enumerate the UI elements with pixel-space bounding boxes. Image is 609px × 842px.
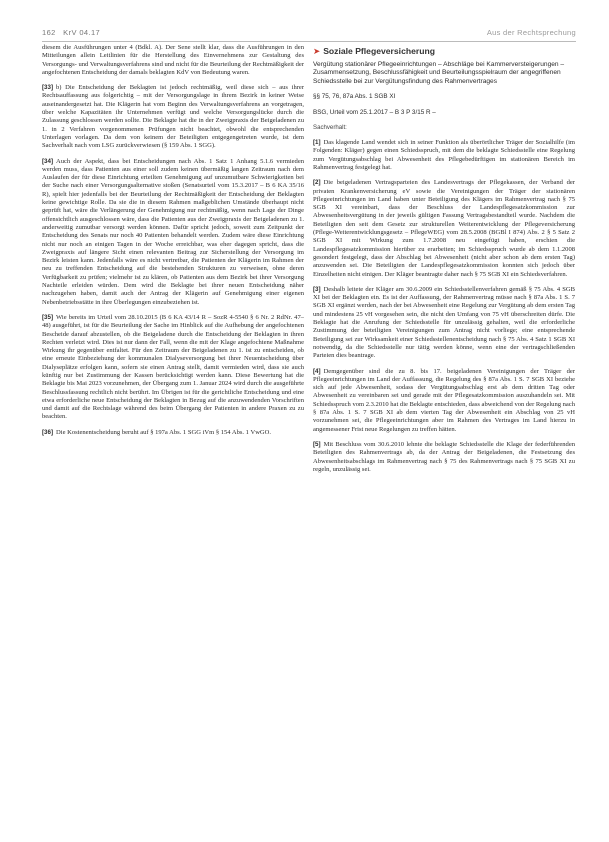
margin-numbered-paragraph	[313, 441, 575, 474]
right-column	[313, 44, 575, 816]
margin-numbered-paragraph	[42, 158, 304, 307]
margin-number: [35]	[42, 313, 54, 321]
paragraph-text: Das klagende Land wendet sich in seiner Funktion als überörtlicher Träger der Sozialhilfe (im Folgenden: Kläger) gegen einen Schiedsspruch, mit dem die beklagte Schiedsstelle eine Regelung zum Vergütungsabschlag bei Abwesenheit des Pflegebedürftigen im stationären Bereich im Rahmenvertrag festgelegt hat.	[313, 139, 575, 171]
margin-number: [2]	[313, 179, 321, 187]
paragraph-text: Die Kostenentscheidung beruht auf § 197a Abs. 1 SGG iVm § 154 Abs. 1 VwGO.	[56, 428, 272, 436]
page-number: 162	[42, 28, 56, 37]
paragraph-text: Wie bereits im Urteil vom 28.10.2015 (B 6 KA 43/14 R – SozR 4-5540 § 6 Nr. 2 RdNr. 47–48) ausgeführt, ist für die Beurteilung der Sache im Hinblick auf die Aufhebung der angefochtenen Bescheide darauf abzustellen, ob die Beigeladene durch die Entscheidung der Beklagten in ihren Rechten verletzt wird. Dies ist nur dann der Fall, wenn die mit der Klage angefochtene Maßnahme Wirkung ihr gegenüber entfaltet. Für den Zeitraum der Beigeladenen zu 1. ist zu entscheiden, ob eine erneute Einbeziehung der kommunalen Dialyseversorgung bei ihrer Neuentscheidung über Dialyseplätze erfolgen kann, sofern sie einen Antrag stellt, damit vermieden wird, dass sie auch künftig nur bei Zustimmung der Kassen berücksichtigt werden kann. Diese Bewertung hat die Beklagte bis Mai 2023 vorzunehmen, der Übergang zum 1. Januar 2024 wird durch die ausgeführte Beschlussfassung rechtlich nicht berührt. Im Übrigen ist für die gerichtliche Entscheidung und eine etwa erforderliche neue Entscheidung der Beklagten in Bezug auf die anzuwendenden Vorschriften und damit auf die Rechtslage während des beim Übergang der Patienten in andere Praxen zu zu beachten.	[42, 313, 304, 421]
margin-numbered-paragraph	[42, 84, 304, 150]
arrow-icon: ➤	[313, 46, 321, 56]
running-header	[42, 28, 576, 40]
margin-numbered-paragraph	[313, 139, 575, 172]
paragraph-text: Mit Beschluss vom 30.6.2010 lehnte die beklagte Schiedsstelle die Klage der federführenden Beteiligten des Rahmenvertrags ab, da der Antrag der Beigeladenen, die Festsetzung des Abwesenheitsabschlags im Rahmenvertrag nach § 75 des Rahmenvertrags nach § 75 SGB XI zu regeln, unzulässig sei.	[313, 440, 575, 473]
left-paragraphs	[42, 84, 304, 437]
paragraph-text: Deshalb leitete der Kläger am 30.6.2009 ein Schiedsstellenverfahren gemäß § 75 Abs. 4 SGB XI bei der Beklagten ein. Es ist der Auffassung, der Rahmenvertrag müsse nach § 87a Abs. 1 S. 7 SGB XI ergänzt werden, nach der bei Abwesenheit eine Regelung zur Vergütung ab dem ersten Tag und mindestens 25 vH vorgesehen sein, die nicht den Umfang von 75 vH überschreiten dürfe. Die Beklagte hat die Anrufung der Schiedsstelle für unzulässig gehalten, weil die erforderliche Zustimmung der beteiligten Vereinigungen zum Antrag nicht vorliege; eine entsprechende Beteiligung sei zur Wirksamkeit einer Schiedsstellenentscheidung nach § 75 Abs. 4 Satz 1 SGB XI notwendig, da die Schiedsstelle nur tätig werden könne, wenn eine der vertragschließenden Parteien dies beantrage.	[313, 285, 575, 360]
margin-number: [4]	[313, 367, 321, 375]
margin-number: [5]	[313, 440, 321, 448]
margin-number: [1]	[313, 139, 321, 147]
margin-numbered-paragraph	[313, 368, 575, 434]
margin-numbered-paragraph	[42, 429, 304, 437]
margin-number: [3]	[313, 285, 321, 293]
section-title	[313, 46, 575, 57]
journal-name: KrV 04.17	[63, 28, 101, 37]
paragraph-text: Die beigeladenen Vertragsparteien des Landesvertrags der Pflegekassen, der Verband der privaten Krankenversicherung eV sowie die Vereinigungen der Träger der stationären Pflegeeinrichtungen im Land haben unter Beteiligung des Klägers im Rahmenvertrag nach § 75 SGB XI vereinbart, dass der Beschluss der Landespflegesatzkommission zur Abwesenheitsvergütung in der jeweils gültigen Fassung Vertragsbestandteil wurde. Nachdem die Beteiligten den seit dem Gesetz zur strukturellen Weiterentwicklung der Pflegeversicherung (Pflege-Weiterentwicklungsgesetz – PflegeWEG) vom 28.5.2008 (BGBl I 874) Abs. 2 § 5 Satz 2 SGB XI mit Wirkung zum 1.7.2008 neu eingefügt haben, erschien die Landespflegesatzkommission hierüber zu erarbeiten; im Schiedsspruch wurde ab dem 1.1.2008 gesondert festgelegt, dass der Abschlag bei Abwesenheit (nicht aber schon ab dem ersten Tag) anzuwenden sei. Die Beteiligten der Landespflegesatzkommission konnten sich jedoch über Einzelheiten nicht einigen. Der Kläger beantragte daher nach § 75 SGB XI ein Schiedsverfahren.	[313, 179, 575, 278]
facts-label: Sachverhalt:	[313, 123, 347, 131]
paragraph-text: b) Die Entscheidung der Beklagten ist jedoch rechtmäßig, weil diese sich – aus ihrer Rechtsauffassung aus folgerichtig – mit der Versorgungslage in ihrem Bezirk in keiner Weise auseinandergesetzt hat. Die Klägerin hat vom Beginn des Verwaltungsverfahrens an vorgetragen, über welche Kapazitäten ihr Unternehmen verfügt und welche Versorgungslücke durch die Zulassung geschlossen werden sollte. Die Beklagte hat die in der Zweigpraxis der Beigeladenen zu 1. in 2 Verfahren vorgenommenen Prüfungen nicht beachtet, obwohl die entsprechenden Unterlagen vorlagen. Da dem von keinem der Beteiligten entgegengetreten wurde, ist dem Sachverhalt nach vom LSG zurückverwiesen (§ 159 Abs. 1 SGG).	[42, 84, 304, 150]
header-rule	[42, 41, 576, 42]
margin-number: [33]	[42, 84, 54, 92]
header-left	[42, 28, 100, 37]
norms: §§ 75, 76, 87a Abs. 1 SGB XI	[313, 93, 396, 101]
section-title-text: Soziale Pflegeversicherung	[323, 46, 435, 56]
court-reference: BSG, Urteil vom 25.1.2017 – B 3 P 3/15 R –	[313, 108, 436, 116]
margin-number: [36]	[42, 428, 54, 436]
section-name: Aus der Rechtsprechung	[486, 28, 576, 37]
margin-numbered-paragraph	[313, 286, 575, 361]
margin-number: [34]	[42, 157, 54, 165]
left-column	[42, 44, 304, 816]
paragraph-text: Auch der Aspekt, dass bei Entscheidungen nach Abs. 1 Satz 1 Anhang 5.1.6 vermieden werden muss, dass Patienten aus einer soll zudem keinen übermäßig langen Zeitraum nach dem Auslaufen der für diese Einrichtung erteilten Genehmigung auf unzumutbare Schwierigkeiten bei der Suche nach einer Versorgungsalternative stoßen (Senatsurteil vom 15.3.2017 – B 6 KA 35/16 R), spielt hier jedenfalls bei der Beurteilung der Rechtmäßigkeit der Entscheidung der Beklagten keine gewichtige Rolle. Da sie die in diesem Rahmen maßgeblichen Umstände überhaupt nicht geprüft hat, wäre die Verlängerung der Genehmigung nur rechtmäßig, wenn nach Lage der Dinge offensichtlich ausgeschlossen wäre, dass die Patienten aus der Zweigpraxis der Beigeladenen zu 1. anderweitig zumutbar versorgt werden können. Dafür spricht jedoch, soweit zum Zeitpunkt der Entscheidung des Senats nur noch 40 Patienten behandelt werden. Zudem wäre diese Einrichtung nicht nur noch an einigen Tagen in der Woche erreichbar, was eher dagegen spricht, dass die Zweigpraxis auf längere Sicht einen relevanten Beitrag zur Sicherstellung der Versorgung im Bezirk leisten kann. Jedenfalls wäre es nicht vertretbar, die Patienten der Klägerin im Rahmen der neu zu treffenden Entscheidung auf die bestehenden Strukturen zu verweisen, ohne deren Verfügbarkeit zu prüfen; vielmehr ist zu klären, ob Patienten aus dem Bezirk bei ihrer Versorgung Nachteile erleiden würden. Dem wird die Beklagte bei ihrer neuen Entscheidung näher nachzugehen haben, damit auch der Antrag der Klägerin auf Genehmigung einer eigenen Nebenbetriebsstätte in ihre Überlegungen einzubeziehen ist.	[42, 157, 304, 306]
intro-paragraph: diesem die Ausführungen unter 4 (Bdkl. A). Der Sene stellt klar, dass die Ausführungen in den Mitteilungen allein Leitlinien für die Herstellung des Einvernehmens zur Gestaltung des Versorgungs- und Verwaltungsverfahrens sind und nicht für die Beurteilung der Rechtmäßigkeit der angefochtenen Entscheidung der damals beklagten KdV von Bedeutung waren.	[42, 44, 304, 76]
margin-numbered-paragraph	[42, 314, 304, 422]
headnote: Vergütung stationärer Pflegeeinrichtungen – Abschläge bei Kammerversteigerungen – Zusammensetzung, Beschlussfähigkeit und Beurteilungsspielraum der angegriffenen Schiedsstelle bei zur Vergütungsfindung des Rahmenvertrages	[313, 61, 565, 85]
paragraph-text: Demgegenüber sind die zu 8. bis 17. beigeladenen Vereinigungen der Träger der Pflegeeinrichtungen im Land der Auffassung, die Regelung des § 87a Abs. 1 S. 7 SGB XI beziehe sich auf jede Abwesenheit, sodass der Vergütungsabschlag erst ab dem dritten Tag oder Abwesenheit zu vereinbaren sei und gerade mit der Pflegesatzkommission auszuhandeln sei. Mit Schiedsspruch vom 2.3.2010 hat die Beklagte entschieden, dass abweichend von der Regelung nach § 87a Abs. 1 S. 7 SGB XI ab dem vierten Tag der Abwesenheit ein Abschlag von 25 vH vorzunehmen sei, die Pflegeeinrichtungen aber im Rahmen des Vertrages im Land hierzu in angemessener Frist neue Regelungen zu treffen hätten.	[313, 367, 575, 433]
right-paragraphs	[313, 139, 575, 474]
margin-numbered-paragraph	[313, 179, 575, 279]
